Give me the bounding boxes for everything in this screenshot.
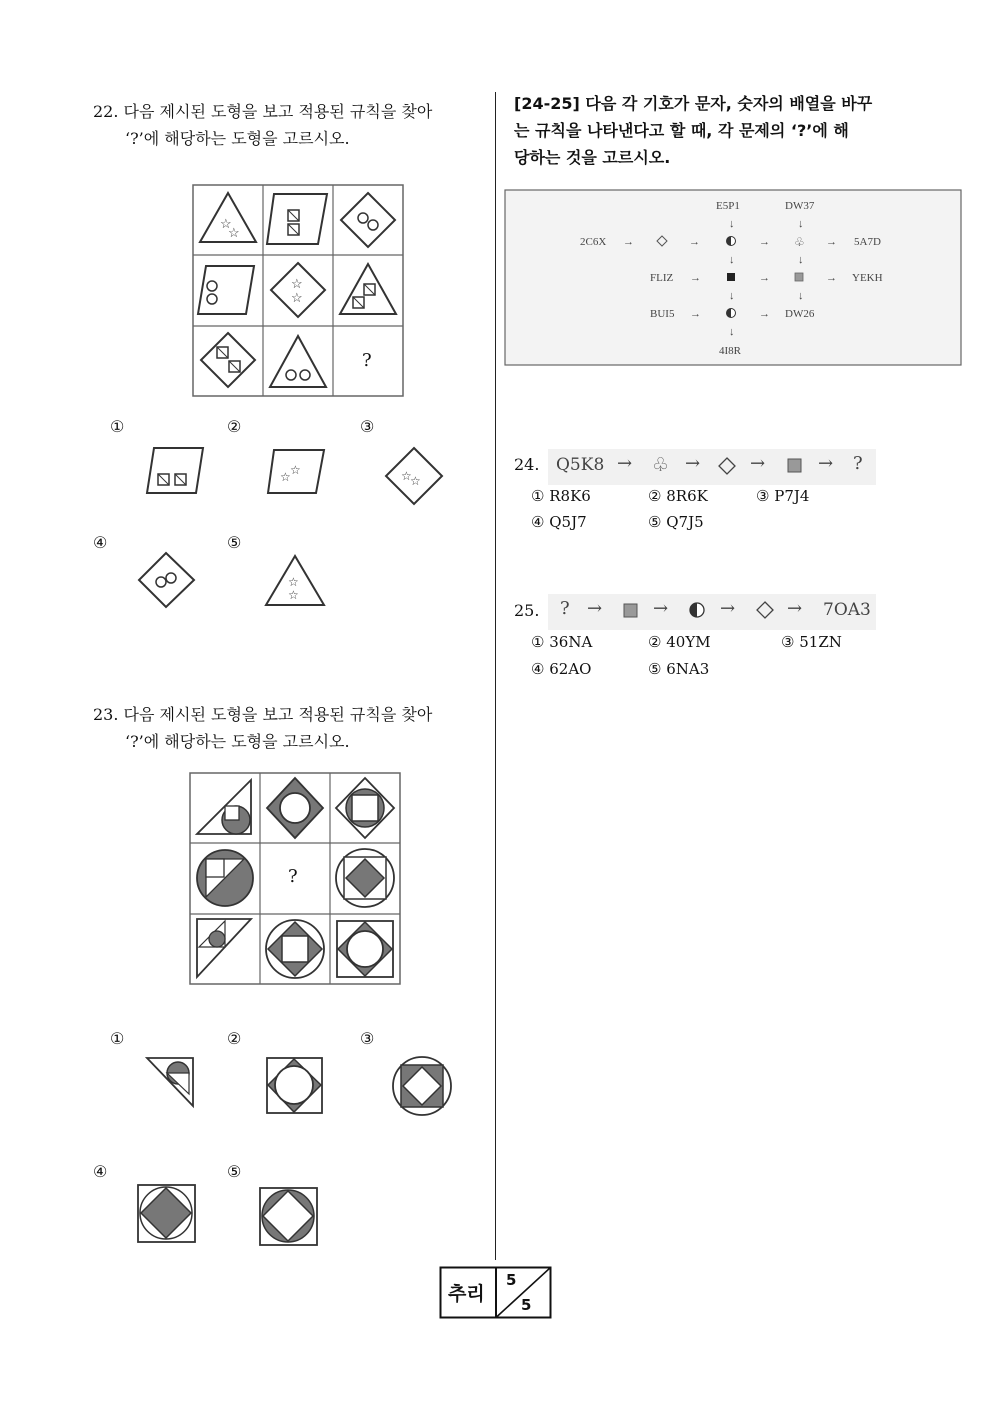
q23-option-3-mark[interactable]: ③ (360, 1029, 375, 1048)
q23-option-3-figure[interactable] (392, 1055, 454, 1117)
arrow-right-icon: → (759, 236, 770, 248)
instructions-line3: 당하는 것을 고르시오. (514, 148, 671, 167)
q24-choice-1[interactable] (531, 487, 591, 505)
q23-grid-question-mark: ? (288, 866, 298, 887)
q24-25-instructions (514, 90, 872, 171)
arrow-down-icon: ↓ (798, 254, 804, 266)
q23-option-1-mark[interactable]: ① (110, 1029, 125, 1048)
q24-choice-3[interactable] (756, 487, 809, 505)
choice-mark: ② (648, 633, 662, 651)
choice-text: 36NA (549, 633, 593, 651)
arrow-right-icon: → (623, 236, 634, 248)
q22-line2: ‘?’에 해당하는 도형을 고르시오. (125, 129, 350, 148)
arrow-right-icon: → (685, 453, 701, 474)
q22-option-5-figure[interactable] (264, 554, 326, 608)
svg-text:☆: ☆ (290, 463, 301, 477)
arrow-down-icon: ↓ (729, 254, 735, 266)
column-divider (495, 92, 496, 1260)
svg-text:☆: ☆ (280, 470, 291, 484)
diamond-symbol-icon (756, 601, 776, 621)
q23-option-2-figure[interactable] (266, 1057, 324, 1115)
q23-option-1-figure[interactable] (145, 1056, 197, 1110)
choice-mark: ④ (531, 513, 545, 531)
diagram-top2: DW37 (785, 200, 815, 212)
q23-prompt (93, 701, 432, 755)
q23-line2: ‘?’에 해당하는 도형을 고르시오. (125, 732, 350, 751)
svg-text:☆: ☆ (220, 217, 232, 232)
arrow-down-icon: ↓ (798, 290, 804, 302)
q24-choice-2[interactable] (648, 487, 708, 505)
arrow-right-icon: → (818, 453, 834, 474)
q24-input: Q5K8 (556, 455, 605, 475)
q24-choice-5[interactable] (648, 513, 704, 531)
q25-choice-4[interactable] (531, 660, 591, 678)
q24-number: 24. (514, 455, 540, 474)
choice-mark: ⑤ (648, 660, 662, 678)
choice-text: 8R6K (666, 487, 708, 505)
q23-option-4-mark[interactable]: ④ (93, 1162, 108, 1181)
arrow-right-icon: → (720, 598, 736, 619)
diagram-row2-in: FLIZ (650, 272, 674, 284)
arrow-right-icon: → (826, 236, 837, 248)
choice-text: 40YM (666, 633, 711, 651)
choice-text: 62AO (549, 660, 592, 678)
svg-text:☆: ☆ (288, 588, 299, 602)
diagram-top1: E5P1 (716, 200, 740, 212)
arrow-right-icon: → (689, 236, 700, 248)
footer-section-label: 추리 (448, 1283, 485, 1305)
arrow-right-icon: → (587, 598, 603, 619)
q22-option-3-mark[interactable]: ③ (360, 417, 375, 436)
arrow-right-icon: → (690, 272, 701, 284)
diagram-row1-out: 5A7D (854, 236, 881, 248)
choice-text: R8K6 (549, 487, 591, 505)
q22-option-2-mark[interactable]: ② (227, 417, 242, 436)
choice-mark: ① (531, 633, 545, 651)
choice-text: P7J4 (774, 487, 810, 505)
q25-question-placeholder: ? (560, 598, 570, 619)
choice-mark: ① (531, 487, 545, 505)
choice-text: Q5J7 (549, 513, 587, 531)
q22-option-4-mark[interactable]: ④ (93, 533, 108, 552)
choice-mark: ③ (756, 487, 770, 505)
q23-option-4-figure[interactable] (137, 1184, 197, 1244)
svg-text:☆: ☆ (291, 277, 303, 292)
arrow-down-icon: ↓ (729, 326, 735, 338)
diagram-bottom: 4I8R (719, 345, 741, 357)
diagram-row3-in: BUI5 (650, 308, 675, 320)
arrow-right-icon: → (759, 272, 770, 284)
arrow-down-icon: ↓ (729, 218, 735, 230)
q23-number: 23. (93, 705, 119, 724)
q22-option-1-mark[interactable]: ① (110, 417, 125, 436)
choice-mark: ⑤ (648, 513, 662, 531)
q22-option-4-figure[interactable] (137, 551, 197, 609)
arrow-right-icon: → (690, 308, 701, 320)
q22-line1: 다음 제시된 도형을 보고 적용된 규칙을 찾아 (123, 102, 433, 121)
q25-choice-3[interactable] (781, 633, 842, 651)
q22-option-5-mark[interactable]: ⑤ (227, 533, 242, 552)
q22-number: 22. (93, 102, 119, 121)
q22-grid-question-mark: ? (362, 350, 372, 371)
svg-text:☆: ☆ (410, 474, 421, 488)
q25-choice-1[interactable] (531, 633, 592, 651)
choice-text: Q7J5 (666, 513, 704, 531)
diamond-symbol-icon (718, 457, 738, 477)
q23-option-5-mark[interactable]: ⑤ (227, 1162, 242, 1181)
q25-output: 7OA3 (823, 600, 871, 620)
footer-page-total: 5 (521, 1296, 532, 1314)
choice-mark: ③ (781, 633, 795, 651)
q22-option-2-figure[interactable] (266, 448, 326, 496)
choice-text: 51ZN (799, 633, 842, 651)
club-symbol-icon: ♧ (794, 235, 805, 249)
gray-square-symbol-icon (787, 458, 803, 474)
q24-answer-placeholder: ? (853, 453, 863, 474)
footer-page-number: 5 (506, 1271, 517, 1289)
symbol-rule-diagram (504, 189, 962, 367)
choice-mark: ② (648, 487, 662, 505)
q25-choice-5[interactable] (648, 660, 709, 678)
instructions-line2: 는 규칙을 나타낸다고 할 때, 각 문제의 ‘?’에 해 (514, 121, 849, 140)
q22-option-1-figure[interactable] (145, 446, 205, 496)
arrow-right-icon: → (653, 598, 669, 619)
diagram-row2-out: YEKH (852, 272, 883, 284)
arrow-right-icon: → (759, 308, 770, 320)
q22-option-3-figure[interactable] (384, 446, 444, 506)
black-square-symbol-icon (727, 273, 735, 281)
club-symbol-icon: ♧ (652, 454, 670, 476)
arrow-down-icon: ↓ (798, 218, 804, 230)
diagram-row3-out: DW26 (785, 308, 815, 320)
choice-mark: ④ (531, 660, 545, 678)
svg-text:☆: ☆ (291, 291, 303, 306)
gray-square-symbol-icon (623, 603, 639, 619)
svg-text:☆: ☆ (401, 469, 412, 483)
q23-line1: 다음 제시된 도형을 보고 적용된 규칙을 찾아 (123, 705, 433, 724)
instructions-line1: [24-25] 다음 각 기호가 문자, 숫자의 배열을 바꾸 (514, 94, 873, 113)
gray-square-symbol-icon (795, 273, 803, 281)
q23-option-2-mark[interactable]: ② (227, 1029, 242, 1048)
svg-text:☆: ☆ (228, 226, 240, 241)
arrow-right-icon: → (750, 453, 766, 474)
q25-number: 25. (514, 601, 540, 620)
q24-choice-4[interactable] (531, 513, 587, 531)
q23-option-5-figure[interactable] (259, 1187, 319, 1247)
q22-grid (192, 184, 404, 398)
arrow-down-icon: ↓ (729, 290, 735, 302)
q25-choice-2[interactable] (648, 633, 711, 651)
q22-prompt (93, 98, 432, 152)
choice-text: 6NA3 (666, 660, 710, 678)
arrow-right-icon: → (787, 598, 803, 619)
svg-text:☆: ☆ (288, 575, 299, 589)
arrow-right-icon: → (826, 272, 837, 284)
diagram-row1-in: 2C6X (580, 236, 607, 248)
half-circle-symbol-icon (689, 602, 707, 620)
arrow-right-icon: → (617, 453, 633, 474)
